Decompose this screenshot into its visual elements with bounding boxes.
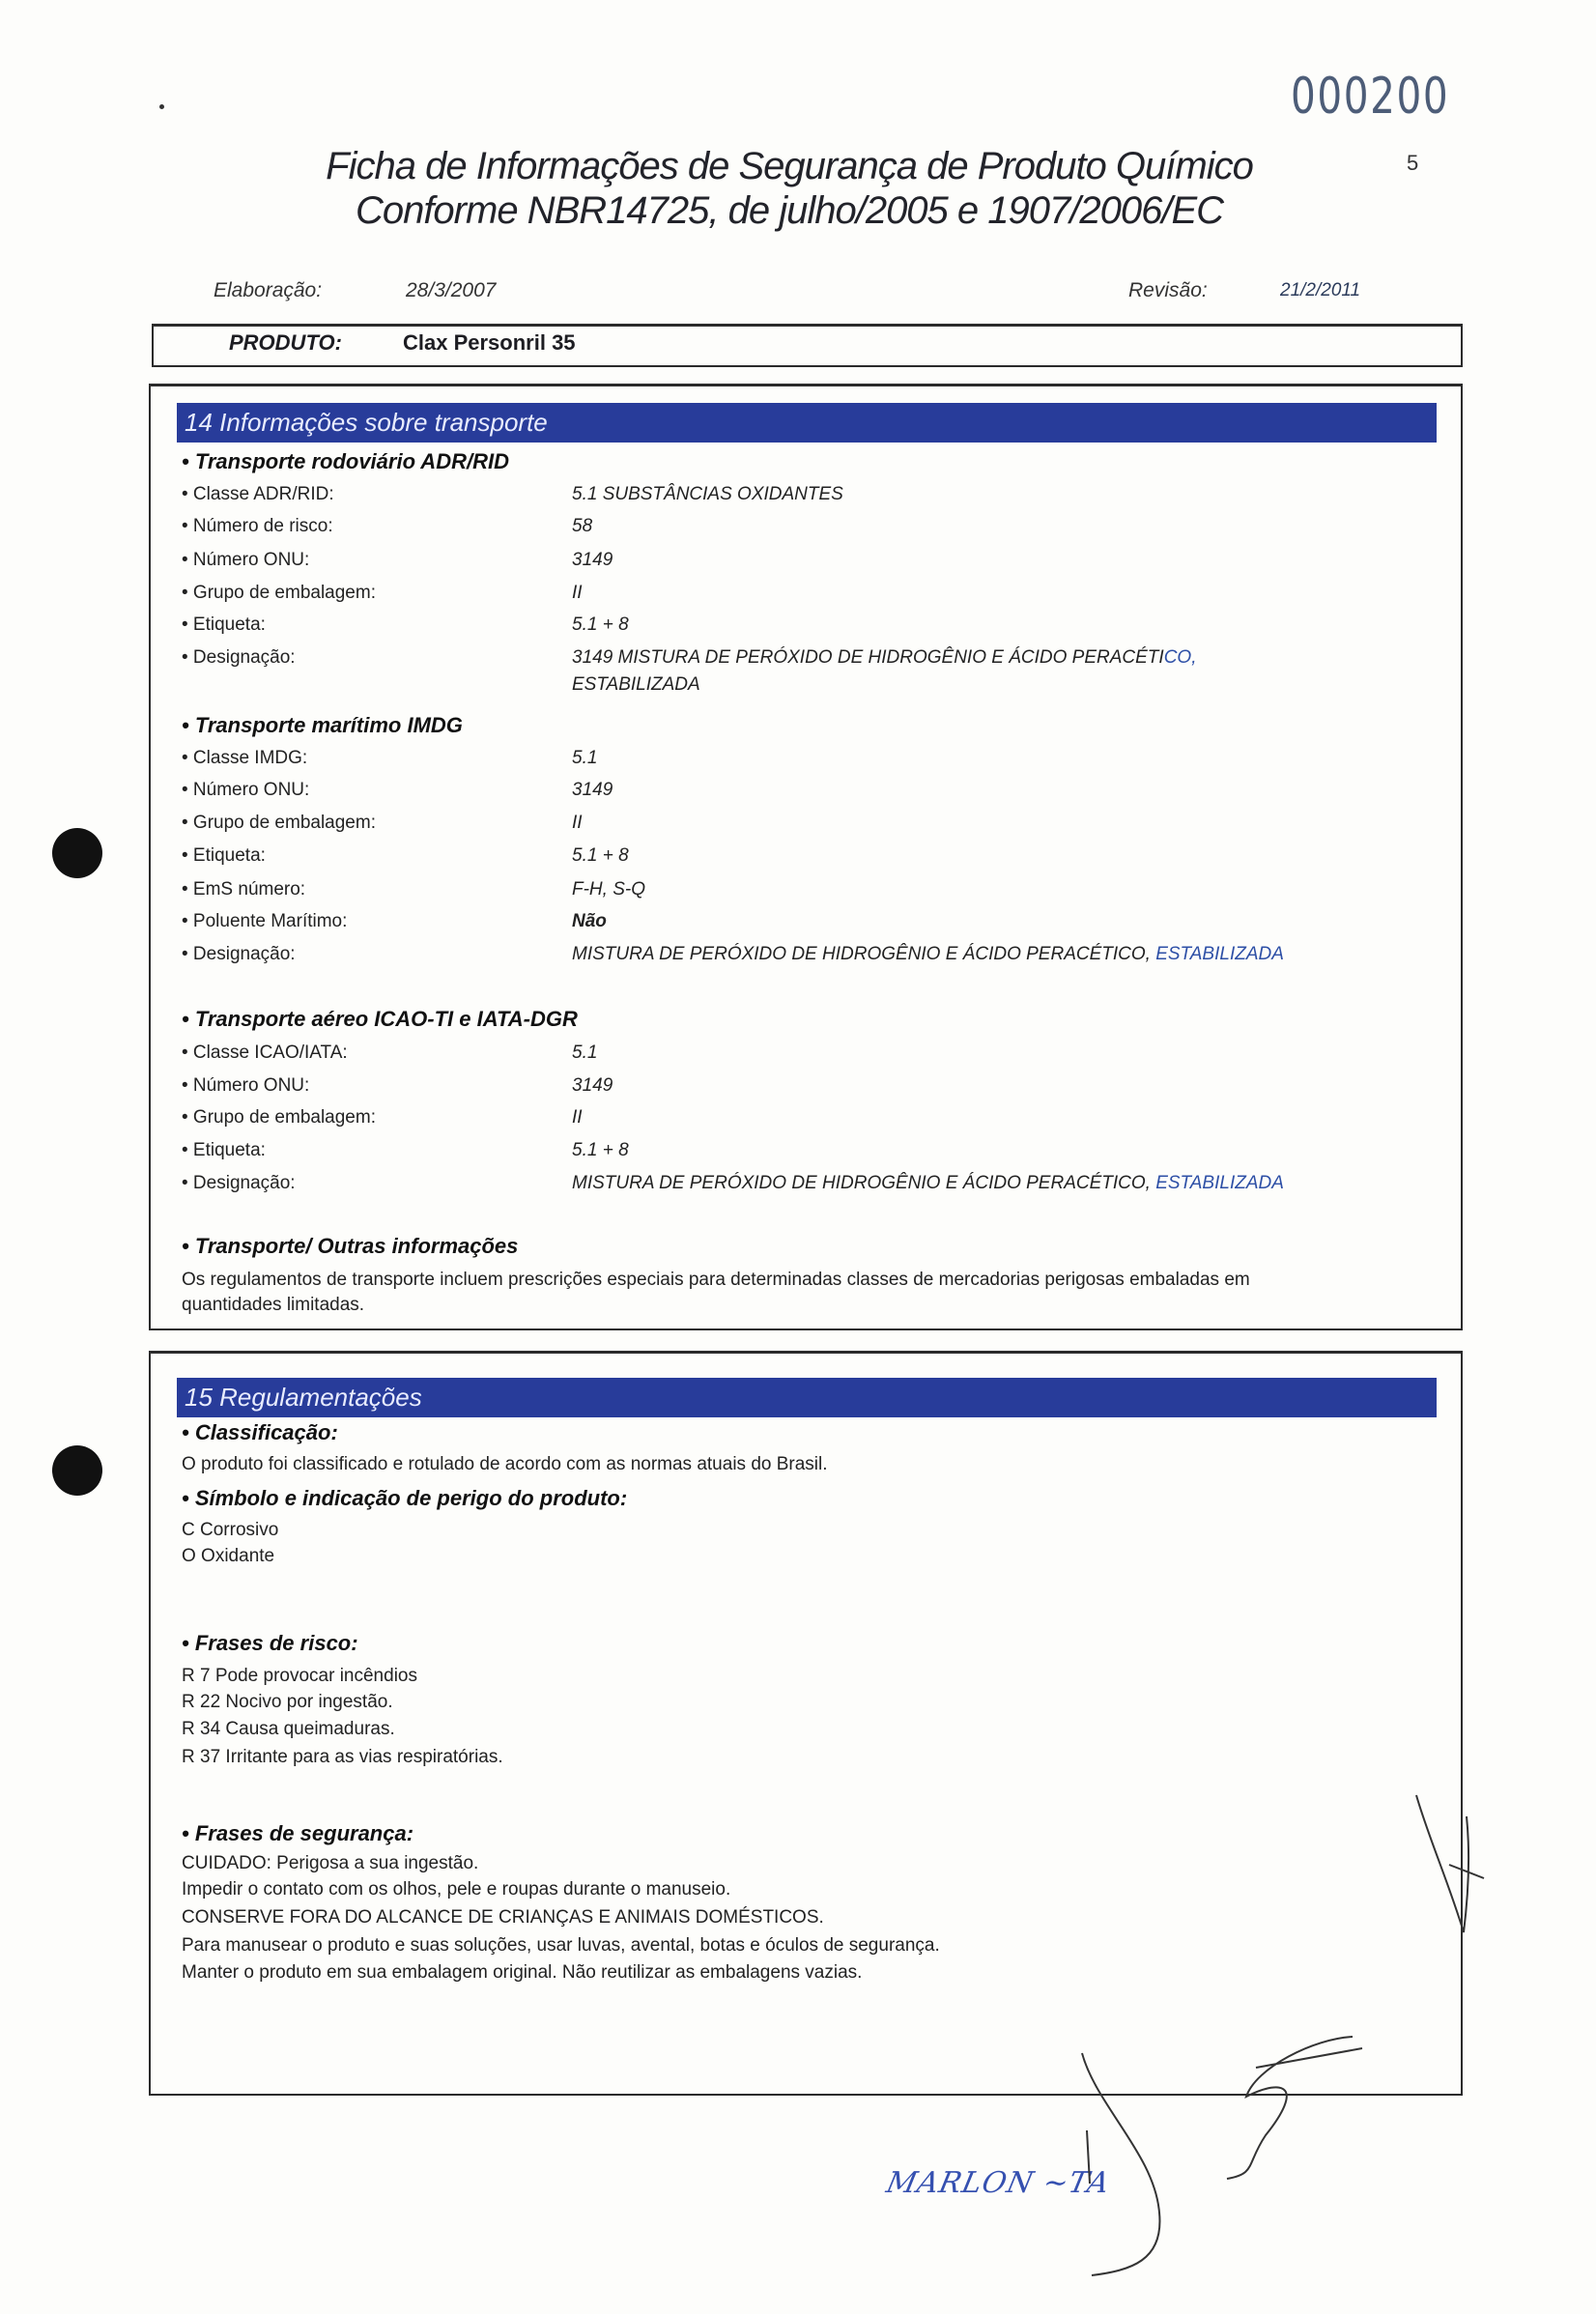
classificacao-heading: • Classificação: (182, 1420, 338, 1444)
row-label: • Número ONU: (182, 1075, 310, 1096)
seguranca-item: CUIDADO: Perigosa a sua ingestão. (182, 1853, 479, 1873)
other-info-line2: quantidades limitadas. (182, 1295, 365, 1315)
revisao-date: 21/2/2011 (1280, 280, 1361, 300)
signature-bracket (1082, 2053, 1159, 2275)
row-label: • Designação: (182, 1173, 296, 1193)
elaboracao-label: Elaboração: (214, 279, 323, 301)
row-value: 5.1 + 8 (572, 1140, 629, 1160)
row-label: • Grupo de embalagem: (182, 813, 376, 833)
row-value: 5.1 SUBSTÂNCIAS OXIDANTES (572, 484, 843, 504)
sea-transport-heading: • Transporte marítimo IMDG (182, 713, 463, 737)
document-stamp-number: 000200 (1291, 68, 1450, 126)
row-value: 3149 (572, 1075, 613, 1096)
page-number: 5 (1407, 151, 1419, 175)
seguranca-item: Para manusear o produto e suas soluções, usar luvas, avental, botas e óculos de segurança. (182, 1935, 940, 1956)
product-label: PRODUTO: (229, 330, 342, 355)
simbolo-item: C Corrosivo (182, 1520, 279, 1540)
row-label: • Designação: (182, 944, 296, 964)
row-value: 5.1 (572, 1043, 598, 1063)
row-value: 5.1 + 8 (572, 614, 629, 635)
other-transport-heading: • Transporte/ Outras informações (182, 1234, 519, 1258)
risco-item: R 34 Causa queimaduras. (182, 1719, 395, 1739)
row-label: • Classe ADR/RID: (182, 484, 334, 504)
handwritten-name: MARLON ~TA (883, 2166, 1114, 2200)
risco-item: R 37 Irritante para as vias respiratórias. (182, 1747, 503, 1767)
row-label: • Grupo de embalagem: (182, 583, 376, 603)
row-value: II (572, 1107, 583, 1128)
designation-text: 3149 MISTURA DE PERÓXIDO DE HIDROGÊNIO E ÁCIDO PERACÉTI (572, 647, 1164, 668)
designation-text-blue: CO, (1163, 647, 1197, 668)
row-value: F-H, S-Q (572, 879, 645, 900)
row-value: 3149 (572, 780, 613, 800)
row-label: • Classe IMDG: (182, 748, 308, 768)
product-name: Clax Personril 35 (403, 330, 576, 355)
designation-text: MISTURA DE PERÓXIDO DE HIDROGÊNIO E ÁCIDO PERACÉTICO, (572, 1173, 1151, 1193)
designation-text-blue: ESTABILIZADA (1150, 944, 1284, 964)
row-label: • Classe ICAO/IATA: (182, 1043, 348, 1063)
air-transport-heading: • Transporte aéreo ICAO-TI e IATA-DGR (182, 1007, 578, 1031)
row-value: 5.1 + 8 (572, 845, 629, 866)
row-label: • Poluente Marítimo: (182, 911, 348, 931)
elaboracao-date: 28/3/2007 (406, 279, 497, 301)
section-15-header: 15 Regulamentações (177, 1378, 1437, 1417)
road-transport-heading: • Transporte rodoviário ADR/RID (182, 449, 509, 473)
row-label: • Grupo de embalagem: (182, 1107, 376, 1128)
row-value: II (572, 583, 583, 603)
row-value-line2: ESTABILIZADA (572, 674, 700, 695)
seguranca-item: Manter o produto em sua embalagem original. Não reutilizar as embalagens vazias. (182, 1962, 863, 1983)
row-label: • Número ONU: (182, 550, 310, 570)
revisao-label: Revisão: (1128, 279, 1208, 301)
classificacao-text: O produto foi classificado e rotulado de acordo com as normas atuais do Brasil. (182, 1454, 828, 1474)
signature-scribble (1227, 2037, 1362, 2179)
row-label: • EmS número: (182, 879, 306, 900)
document-title-line2: Conforme NBR14725, de julho/2005 e 1907/2006/EC (355, 189, 1224, 232)
section-14-header: 14 Informações sobre transporte (177, 403, 1437, 443)
row-label: • Número ONU: (182, 780, 310, 800)
simbolo-heading: • Símbolo e indicação de perigo do produto: (182, 1486, 628, 1510)
risco-item: R 7 Pode provocar incêndios (182, 1666, 417, 1686)
seguranca-item: CONSERVE FORA DO ALCANCE DE CRIANÇAS E ANIMAIS DOMÉSTICOS. (182, 1907, 824, 1928)
row-label: • Designação: (182, 647, 296, 668)
row-label: • Etiqueta: (182, 614, 266, 635)
risco-heading: • Frases de risco: (182, 1631, 358, 1655)
row-value: II (572, 813, 583, 833)
row-value: 58 (572, 516, 593, 536)
row-value: 3149 (572, 550, 613, 570)
seguranca-heading: • Frases de segurança: (182, 1821, 414, 1845)
designation-text-blue: ESTABILIZADA (1150, 1173, 1284, 1193)
row-label: • Etiqueta: (182, 845, 266, 866)
document-title-line1: Ficha de Informações de Segurança de Produto Químico (326, 145, 1253, 187)
row-value: 5.1 (572, 748, 598, 768)
signature-right-margin (1416, 1795, 1484, 1932)
designation-text: MISTURA DE PERÓXIDO DE HIDROGÊNIO E ÁCIDO PERACÉTICO, (572, 944, 1151, 964)
row-label: • Número de risco: (182, 516, 333, 536)
seguranca-item: Impedir o contato com os olhos, pele e roupas durante o manuseio. (182, 1879, 731, 1900)
simbolo-item: O Oxidante (182, 1546, 275, 1566)
other-info-line1: Os regulamentos de transporte incluem prescrições especiais para determinadas classes de mercadorias perigosas embaladas em (182, 1270, 1250, 1290)
risco-item: R 22 Nocivo por ingestão. (182, 1692, 393, 1712)
row-label: • Etiqueta: (182, 1140, 266, 1160)
row-value: Não (572, 911, 607, 931)
